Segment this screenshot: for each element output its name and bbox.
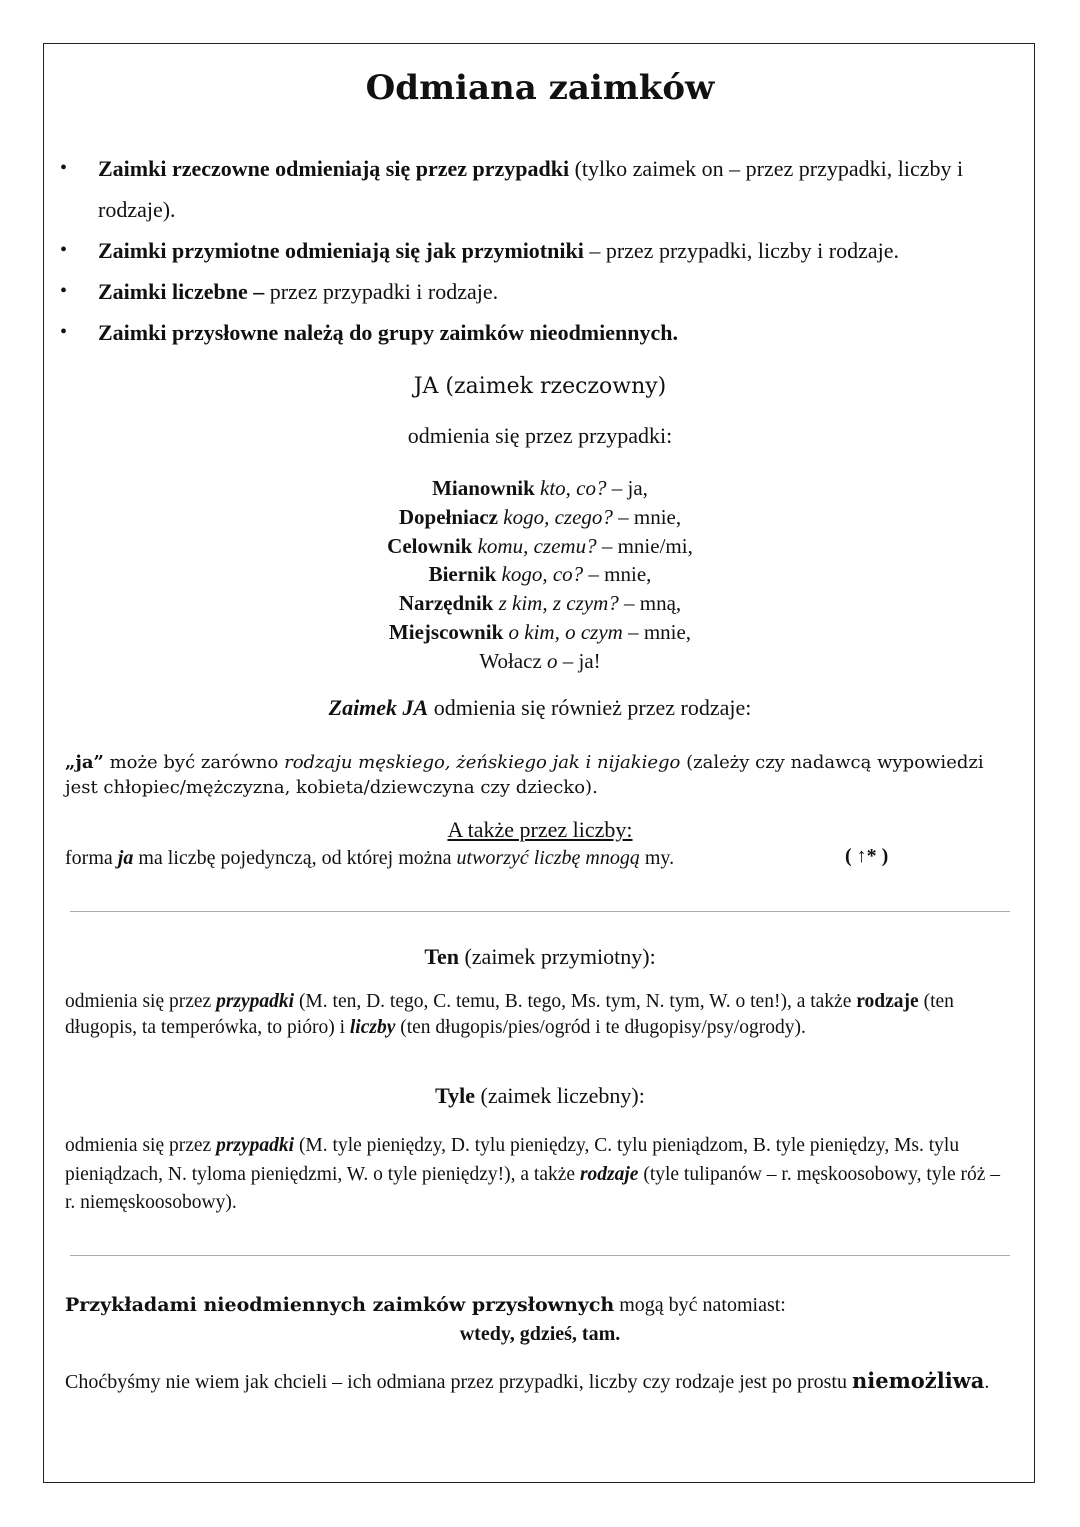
case-row [0,474,1080,503]
ten-cases: przypadki [216,991,295,1012]
closing-end: . [984,1371,990,1393]
list-item [60,148,1020,230]
list-item-text: – przez przypadki, liczby i rodzaje. [583,238,900,263]
list-item [60,230,1020,271]
case-row [0,618,1080,647]
closing-text: Choćbyśmy nie wiem jak chcieli – ich odmiana przez przypadki, liczby czy rodzaje jest po prostu [65,1371,852,1393]
case-name: Biernik [428,562,497,587]
ten-heading [0,944,1080,970]
number-heading [0,817,1080,843]
case-row [0,589,1080,618]
case-name: Dopełniacz [398,504,498,529]
divider [70,911,1010,912]
case-name: Narzędnik [398,591,494,616]
closing-bold: niemożliwa [851,1368,985,1393]
list-item [60,271,1020,312]
tyle-heading-text: (zaimek liczebny): [475,1083,645,1108]
ten-text-4: (ten długopis/pies/ogród i te długopisy/psy/ogrody). [395,1016,806,1038]
tyle-text-1: odmienia się przez [65,1135,217,1156]
number-plural: utworzyć liczbę mnogą [456,847,640,869]
case-name: Wołacz [479,648,542,673]
case-row [0,503,1080,532]
tyle-text-2: (M. tyle pieniędzy, D. tylu pieniędzy, C. tylu pieniądzom, B. tyle pieniędzy, Ms. tylu pieniądzach, N. tyloma pieniędzmi, W. o tyle pieniędzy!), a także [65,1135,960,1185]
adverbial-examples: wtedy, gdzieś, tam. [459,1323,621,1345]
gender-genders: rodzaju męskiego, żeńskiego jak i nijakiego [284,752,681,773]
list-item-bold: Zaimki liczebne – [98,279,265,304]
ten-heading-bold: Ten [424,944,459,969]
number-heading-text: A także przez liczby: [447,817,633,842]
number-ja: ja [117,847,134,869]
adverbial-text: mogą być natomiast: [614,1294,786,1316]
tyle-heading [0,1083,1080,1109]
list-item-bold: Zaimki przymiotne odmieniają się jak przymiotniki [98,238,584,263]
tyle-heading-bold: Tyle [435,1083,476,1108]
case-name: Miejscownik [388,619,504,644]
ten-text-3: (ten długopis, ta temperówka, to pióro) i [65,991,954,1038]
case-form: – mnie/mi, [596,533,693,558]
divider [70,1255,1010,1256]
page-title: Odmiana zaimków [365,68,715,108]
summary-list [60,148,1020,353]
case-form: – ja! [557,648,601,673]
case-question: komu, czemu? [472,533,597,558]
case-question: o [541,648,558,673]
case-row [0,647,1080,676]
case-question: z kim, z czym? [493,591,619,616]
tyle-text-3: (tyle tulipanów – r. męskoosobowy, tyle róż – r. niemęskoosobowy). [65,1163,1001,1213]
list-item-bold: Zaimki rzeczowne odmieniają się przez przypadki [98,156,570,181]
number-text-1: forma [65,847,118,869]
gender-text-2: (zależy czy nadawcą wypowiedzi jest chłopiec/mężczyzna, kobieta/dziewczyna czy dziecko). [65,752,984,798]
number-text-3: my. [639,847,675,869]
case-list [0,474,1080,676]
ten-numbers: liczby [349,1016,396,1038]
adverbial-lead: Przykładami nieodmiennych zaimków przysłownych [65,1294,615,1316]
closing-paragraph [65,1365,1015,1398]
ten-text-2: (M. ten, D. tego, C. temu, B. tego, Ms. tym, N. tym, W. o ten!), a także [294,991,857,1012]
ten-genders: rodzaje [856,991,919,1012]
tyle-paragraph [65,1132,1015,1218]
case-row [0,532,1080,561]
ja-subheading: odmienia się przez przypadki: [407,423,673,448]
ja-heading: JA (zaimek rzeczowny) [413,374,667,399]
tyle-genders: rodzaje [579,1163,639,1185]
gender-intro [0,695,1080,721]
case-question: kogo, czego? [498,504,613,529]
case-row [0,560,1080,589]
adverbial-intro [65,1293,1015,1319]
number-text-2: ma liczbę pojedynczą, od której można [133,847,457,869]
list-item [60,312,1020,353]
tyle-cases: przypadki [216,1135,295,1156]
case-name: Mianownik [432,476,535,500]
case-form: – mną, [618,591,682,616]
case-form: – mnie, [583,562,652,587]
ten-text-1: odmienia się przez [65,991,217,1012]
gender-paragraph [65,750,1015,800]
gender-text-1: może być zarówno [103,752,285,773]
gender-intro-lead: Zaimek JA [328,695,429,720]
case-form: – ja, [606,476,648,500]
gender-intro-text: odmienia się również przez rodzaje: [428,695,752,720]
case-name: Celownik [387,533,473,558]
list-item-text: (tylko zaimek on – przez przypadki, liczby i rodzaje). [98,156,964,222]
case-form: – mnie, [622,619,692,644]
list-item-text: przez przypadki i rodzaje. [264,279,499,304]
gender-ja: „ja” [65,752,104,773]
ten-paragraph [65,989,1015,1040]
case-question: kogo, co? [496,562,584,587]
arrow-note: ( ↑* ) [845,845,889,867]
case-question: o kim, o czym [503,619,623,644]
ten-heading-text: (zaimek przymiotny): [458,944,656,969]
list-item-bold: Zaimki przysłowne należą do grupy zaimków nieodmiennych. [98,320,678,345]
case-form: – mnie, [612,504,682,529]
case-question: kto, co? [534,476,607,500]
